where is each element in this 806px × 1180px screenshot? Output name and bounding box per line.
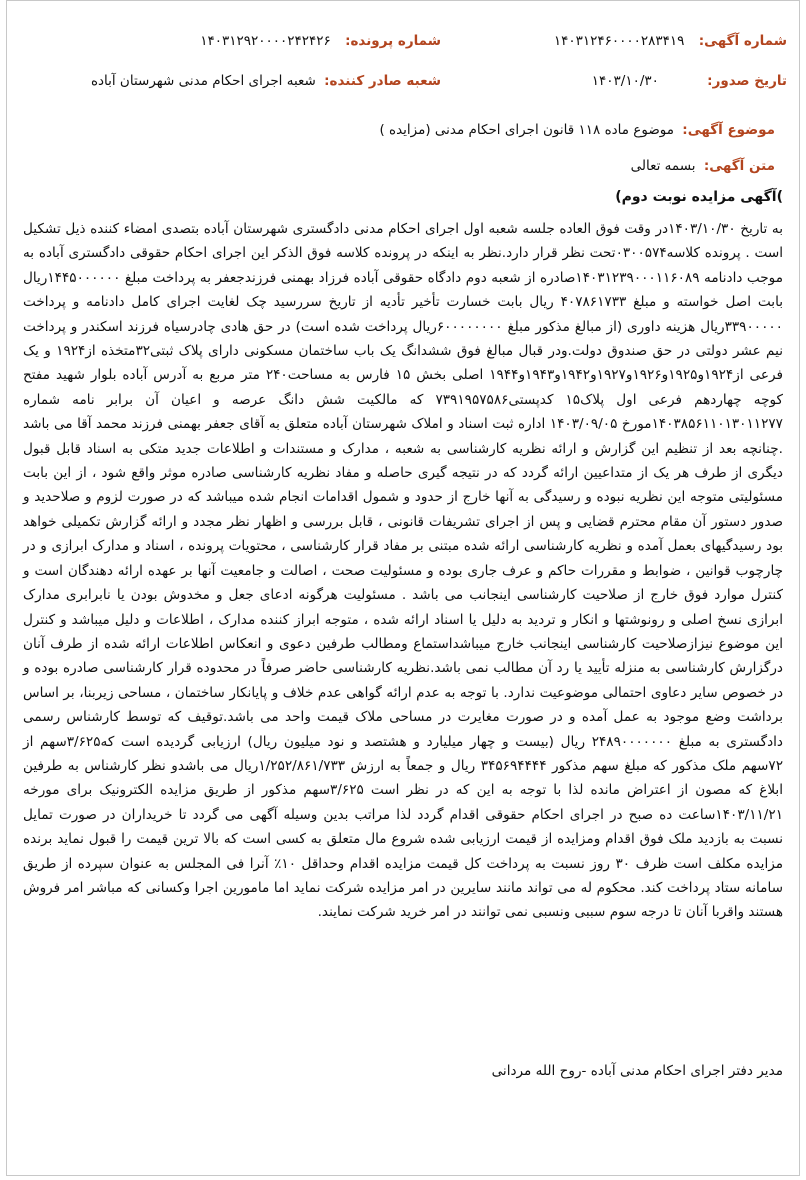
subject-row: [379, 122, 775, 138]
case-number-row: [200, 33, 441, 49]
case-number-label: شماره پرونده:: [345, 33, 441, 49]
ad-number-row: [554, 33, 787, 49]
subject-label: موضوع آگهی:: [682, 122, 775, 138]
notice-frame: [6, 0, 800, 1176]
signature-line: مدیر دفتر اجرای احکام مدنی آباده -روح الله مردانی: [491, 1063, 783, 1079]
subject-value: موضوع ماده ۱۱۸ قانون اجرای احکام مدنی (مزایده ): [379, 122, 674, 138]
ad-number-value: ۱۴۰۳۱۲۴۶۰۰۰۰۲۸۳۴۱۹: [553, 33, 685, 49]
issuer-value: شعبه اجرای احکام مدنی شهرستان آباده: [90, 73, 316, 89]
text-intro: بسمه تعالی: [630, 158, 696, 174]
case-number-value: ۱۴۰۳۱۲۹۲۰۰۰۰۲۴۲۴۲۶: [200, 33, 331, 49]
text-label: متن آگهی:: [703, 158, 775, 174]
issuer-row: [91, 73, 441, 89]
ad-number-label: شماره آگهی:: [698, 33, 787, 49]
body-paragraph: به تاریخ ۱۴۰۳/۱۰/۳۰در وقت فوق العاده جلسه شعبه اول اجرای احکام مدنی دادگستری شهرستان آباده بتصدی امضاء کننده ذیل تشکیل است . پرونده کلاسه۰۳۰۰۵۷۴تحت نظر قرار دارد.نظر به اینکه در پرونده کلاسه فوق الذکر این اجرای احکام حقوقی دادگستری آباده به موجب دادنامه ۱۴۰۳۱۲۳۹۰۰۰۱۱۶۰۸۹صادره از شعبه دوم دادگاه حقوقی آباده فرزاد بهمنی فرزندجعفر به پرداخت مبلغ ۱۴۴۵۰۰۰۰۰۰ریال بابت اصل خواسته و مبلغ ۴۰۷۸۶۱۷۳۳ ریال بابت خسارت تأخیر تأدیه از تاریخ سررسید چک لغایت اجرای کامل دادنامه و پرداخت ۳۳۹۰۰۰۰۰ریال هزینه داوری (از مبالغ مذکور مبلغ ۶۰۰۰۰۰۰۰۰ریال پرداخت شده است) در حق هادی چادرسیاه فرزند اسکندر و پرداخت نیم عشر دولتی در حق صندوق دولت.ودر قبال مبالغ فوق ششدانگ یک باب ساختمان مسکونی دارای پلاک ثبتی۳۲متخذه از۱۹۲۴ و یک فرعی از۱۹۲۴و۱۹۲۵و۱۹۲۶و۱۹۲۷و۱۹۴۲و۱۹۴۳و۱۹۴۴ اصلی بخش ۱۵ فارس به مساحت۲۴۰ متر مربع به آدرس آباده بلوار شهید مفتح کوچه چهاردهم فرعی اول پلاک۱۵ کدپستی۷۳۹۱۹۵۷۵۸۶ که مالکیت شش دانگ عرصه و اعیان آن برابر نامه شماره ۱۴۰۳۸۵۶۱۱۰۱۳۰۱۱۲۷۷مورخ ۱۴۰۳/۰۹/۰۵ اداره ثبت اسناد و املاک شهرستان آباده متعلق به آقای جعفر بهمنی فرزند محمد آقا می باشد .چنانچه بعد از تنظیم این گزارش و ارائه نظریه کارشناسی به شعبه ، مدارک و مستندات و اطلاعات جدید متکی به اسناد قابل قبول دیگری از طرف هر یک از متداعیین ارائه گردد که در نتیجه گیری حاصله و مفاد نظریه کارشناسی صادره موثر واقع شود ، از این بابت مسئولیتی متوجه این نظریه نبوده و رسیدگی به آنها خارج از حدود و شمول اقدامات انجام شده میباشد که در صورت لزوم و صلاحدید و صدور دستور آن مقام محترم قضایی و پس از اجرای تشریفات قانونی ، قابل بررسی و اظهار نظر مجدد و ارائه گزارش تکمیلی خواهد بود رسیدگیهای بعمل آمده و نظریه کارشناسی ارائه شده مبتنی بر مفاد قرار کارشناسی ، محتویات پرونده ، اسناد و مدارک ابرازی و در چارچوب قوانین ، ضوابط و مقررات حاکم و عرف جاری بوده و مسئولیت صحت ، اصالت و جامعیت آنها بر عهده ارائه دهندگان است و کنترل موارد فوق خارج از صلاحیت کارشناسی اینجانب می باشد . مسئولیت هرگونه ادعای جعل و مخدوش بودن یا نابرابری مدارک ابرازی نسخ اصلی و رونوشتها و انکار و تردید به دلیل یا اسناد ارائه شده ، متوجه ابراز کننده مدارک ، اطلاعات و دلیل میباشد و کنترل این موضوع نیزازصلاحیت کارشناسی اینجانب خارج میباشداستماع ومطالب طرفین دعوی و انعکاس اطلاعات ارائه شده از طرف آنان درگزارش کارشناسی به منزله تأیید یا رد آن مطالب نمی باشد.نظریه کارشناسی حاضر صرفاً در محدوده قرار کارشناسی صادره بوده و در خصوص سایر دعاوی احتمالی موضوعیت ندارد. با توجه به عدم ارائه گواهی عدم خلاف و پایانکار ساختمان ، مساحی زیربنا، بر اساس برداشت وضع موجود به عمل آمده و در صورت مغایرت در مساحی ملاک قیمت واحد می باشد.توقیف که توسط کارشناس رسمی دادگستری به مبلغ ۲۴۸۹۰۰۰۰۰۰۰ ریال (بیست و چهار میلیارد و هشتصد و نود میلیون ریال) ارزیابی گردیده است که۳/۶۲۵سهم از ۷۲سهم ملک مذکور که مبلغ سهم مذکور ۳۴۵۶۹۴۴۴۴ ریال و جمعاً به ارزش ۱/۲۵۲/۸۶۱/۷۳۳ریال می باشدو نظر کارشناس به طرفین ابلاغ که مصون از اعتراض مانده لذا با توجه به این که در نظر است ۳/۶۲۵سهم مذکور از طریق مزایده الکترونیک برای مورخه ۱۴۰۳/۱۱/۲۱ساعت ده صبح در اجرای احکام حقوقی اقدام گردد لذا مراتب بدین وسیله آگهی می گردد تا خریداران در صورت تمایل نسبت به بازدید ملک فوق اقدام ومزایده از قیمت ارزیابی شده شروع مال متعلق به کسی است که بالا ترین قیمت را قبول نماید برنده مزایده مکلف است ظرف ۳۰ روز نسبت به پرداخت کل قیمت مزایده اقدام وحداقل ۱۰٪ آنرا فی المجلس به عنوان سپرده از طریق سامانه ستاد پرداخت کند. محکوم له می تواند مانند سایرین در امر مزایده شرکت نماید اما مامورین اجرا وکسانی که مباشر امر فروش هستند واقربا آنان تا درجه سوم سببی ونسبی نمی توانند در امر خرید شرکت نمایند.: [23, 221, 784, 921]
issuer-label: شعبه صادر کننده:: [324, 73, 441, 89]
issue-date-label: تاریخ صدور:: [707, 73, 787, 89]
text-row: [631, 158, 775, 174]
issue-date-value: ۱۴۰۳/۱۰/۳۰: [591, 73, 659, 89]
issue-date-row: [592, 73, 787, 89]
auction-heading: )آگهی مزایده نوبت دوم): [615, 189, 783, 205]
notice-body: [23, 217, 783, 925]
